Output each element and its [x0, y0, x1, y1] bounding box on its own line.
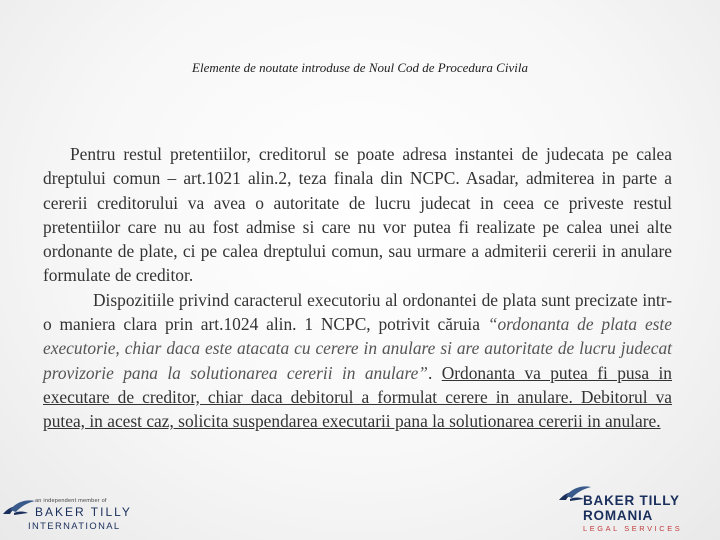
- bird-logo-icon: [2, 498, 36, 520]
- baker-tilly-romania-logo: [558, 484, 688, 538]
- logo-line1: BAKER TILLY: [583, 493, 680, 508]
- paragraph-2: [43, 288, 672, 434]
- paragraph-1: Pentru restul pretentiilor, creditorul se poate adresa instantei de judecata pe calea dreptului comun – art.1021 alin.2, teza finala din NCPC. Asadar, admiterea in parte a cererii creditorului va avea o autoritate de lucru judecat in ceea ce priveste restul pretentiilor care nu au fost admise si care nu vor putea fi realizate pe calea unei alte ordonante de plate, ci pe calea dreptului comun, sau urmare a admiterii cererii in anulare formulate de creditor.: [43, 144, 672, 286]
- legal-quote: “ordonanta de plata este executorie, chiar daca este atacata cu cerere in anulare si are autoritate de lucru judecat provizorie pana la solutionarea cererii in anulare”: [43, 314, 672, 383]
- underlined-text: Ordonanta va putea fi pusa in executare de creditor, chiar daca debitorul a formulat cerere in anulare. Debitorul va putea, in acest caz, solicita suspendarea executarii pana la solutionarea cererii in anulare.: [43, 362, 672, 432]
- body-text: [43, 142, 672, 434]
- paragraph-2-separator: .: [427, 362, 442, 383]
- paragraph-2-intro: Dispozitiile privind caracterul executoriu al ordonantei de plata sunt precizate intr-o maniera clara prin art.1024 alin. 1 NCPC, potrivit căruia: [43, 289, 672, 335]
- logo-line2: ROMANIA: [583, 508, 654, 523]
- slide-title: Elemente de noutate introduse de Noul Cod de Procedura Civila: [192, 60, 528, 75]
- logo-name-line1: BAKER TILLY: [35, 505, 132, 519]
- logo-line3: LEGAL SERVICES: [583, 524, 683, 533]
- baker-tilly-international-logo: [0, 496, 132, 536]
- logo-tagline: an independent member of: [35, 498, 107, 504]
- logo-name-line2: INTERNATIONAL: [28, 520, 121, 531]
